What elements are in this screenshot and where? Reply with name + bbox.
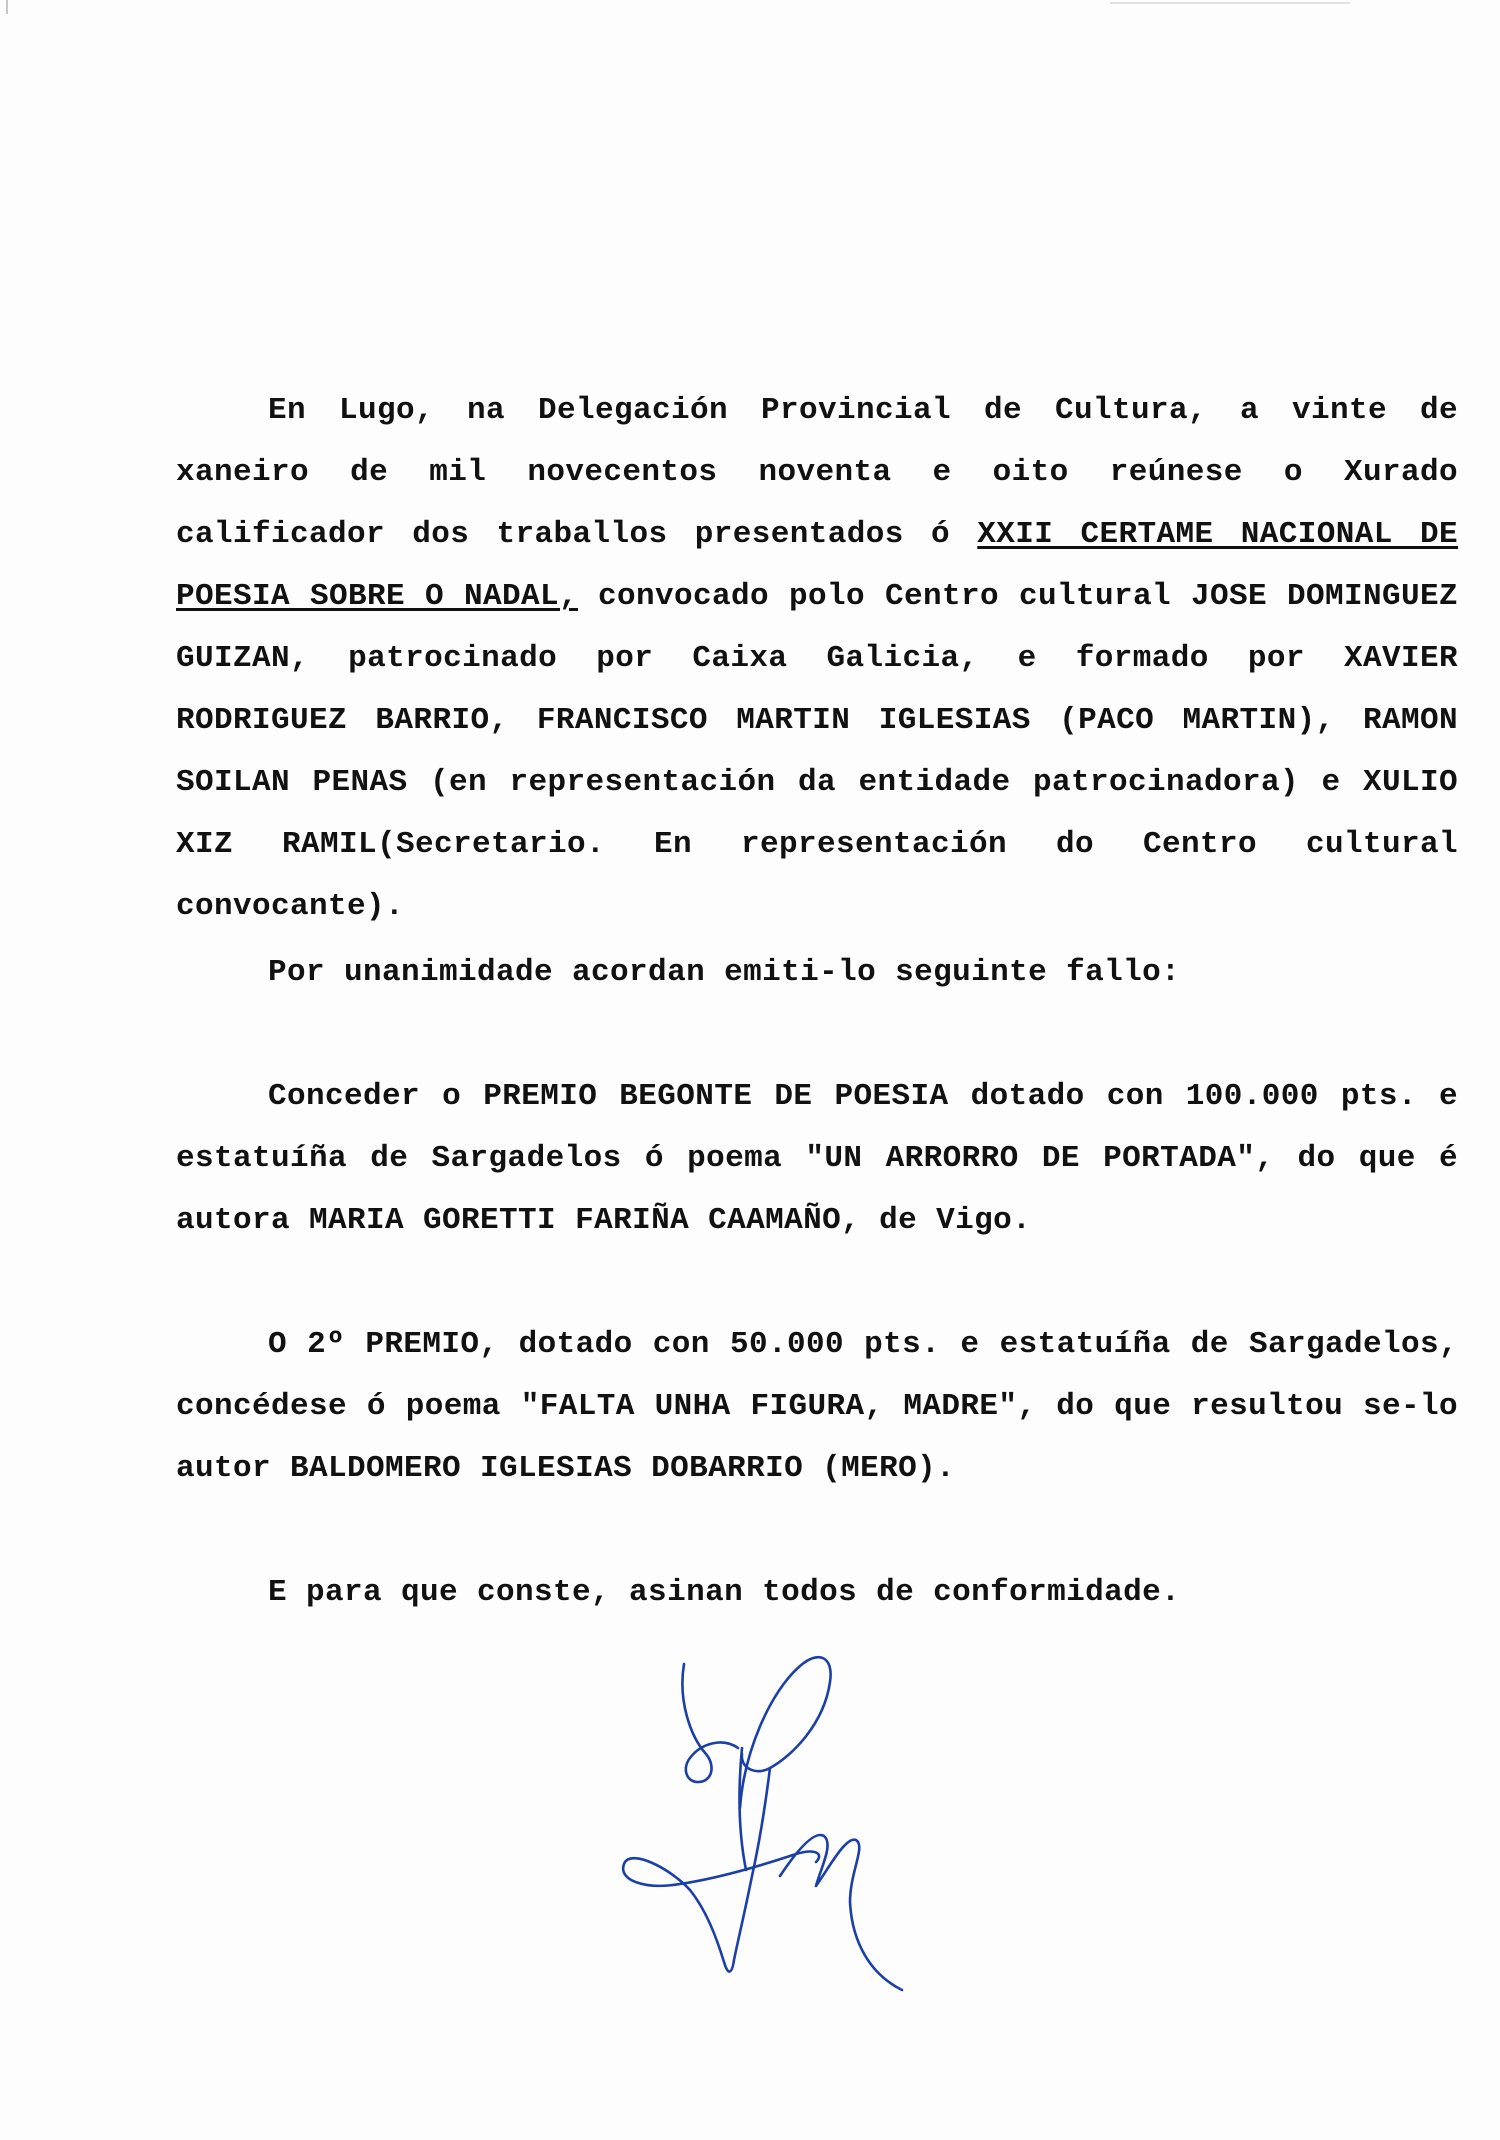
certame-title: XXII CERTAME NACIONAL DE POESIA SOBRE O NADAL, — [176, 517, 1458, 614]
paragraph-text: E para que conste, asinan todos de conformidade. — [268, 1575, 1181, 1610]
paragraph-first-prize — [176, 1066, 1458, 1252]
paragraph-text: O 2º PREMIO, dotado con 50.000 pts. e estatuíña de Sargadelos, concédese ó poema "FALTA UNHA FIGURA, MADRE", do que resultou se-lo autor BALDOMERO IGLESIAS DOBARRIO (MERO). — [176, 1327, 1458, 1486]
paragraph-intro: En Lugo, na Delegación Provincial de Cultura, a vinte de xaneiro de mil novecentos noventa e oito reúnese o Xurado calificador dos traballos presentados ó — [176, 393, 1458, 552]
handwritten-signature — [620, 1640, 960, 2000]
paragraph-closing — [176, 1562, 1458, 1624]
paragraph-second-prize — [176, 1314, 1458, 1500]
paragraph-text: Por unanimidade acordan emiti-lo seguinte fallo: — [268, 955, 1181, 990]
paragraph-unanimity — [176, 942, 1458, 1004]
paragraph-jury-members: convocado polo Centro cultural JOSE DOMINGUEZ GUIZAN, patrocinado por Caixa Galicia, e formado por XAVIER RODRIGUEZ BARRIO, FRANCISCO MARTIN IGLESIAS (PACO MARTIN), RAMON SOILAN PENAS (en representación da entidade patrocinadora) e XULIO XIZ RAMIL(Secretario. En representación do Centro cultural convocante). — [176, 579, 1458, 924]
paragraph-text: Conceder o PREMIO BEGONTE DE POESIA dotado con 100.000 pts. e estatuíña de Sargadelos ó poema "UN ARRORRO DE PORTADA", do que é autora MARIA GORETTI FARIÑA CAAMAÑO, de Vigo. — [176, 1079, 1458, 1238]
paragraph-jury-meeting — [176, 380, 1458, 938]
paragraph-text — [176, 380, 1458, 938]
scan-edge-mark — [6, 0, 8, 14]
scan-edge-mark-top — [1110, 2, 1350, 4]
